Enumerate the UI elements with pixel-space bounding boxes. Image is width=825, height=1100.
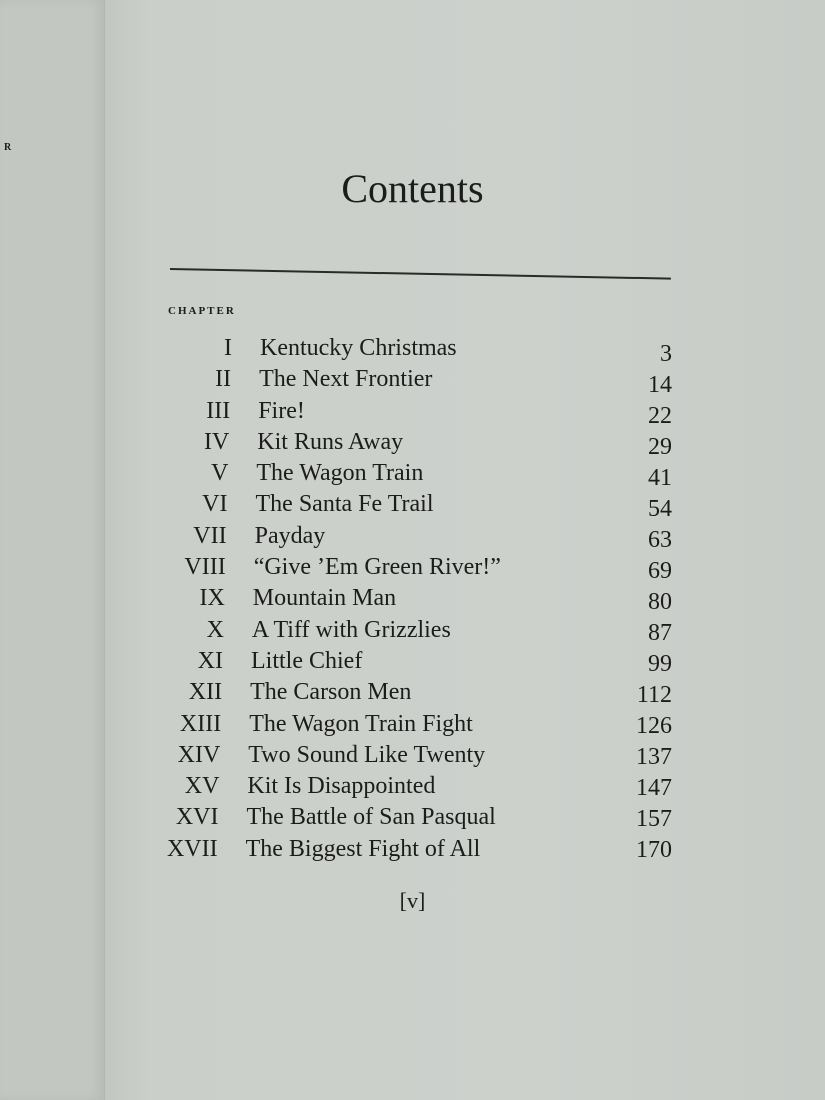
- chapter-title: Kentucky Christmas: [260, 335, 457, 361]
- toc-entry: [0, 521, 825, 552]
- chapter-number: VII: [193, 522, 227, 549]
- chapter-number: X: [206, 616, 224, 643]
- chapter-number: XV: [184, 773, 220, 800]
- toc-entry: [0, 458, 825, 489]
- chapter-page: 170: [636, 836, 672, 863]
- toc-entry: [0, 552, 825, 583]
- chapter-number: XII: [188, 679, 223, 706]
- toc-entry: [0, 364, 825, 398]
- toc-entry: [0, 615, 825, 646]
- chapter-page: 126: [636, 712, 672, 739]
- chapter-title: Two Sound Like Twenty: [248, 741, 486, 768]
- toc-entry: [0, 709, 825, 740]
- chapter-column-label: CHAPTER: [168, 305, 236, 317]
- chapter-page: 63: [648, 526, 672, 553]
- chapter-title: Kit Runs Away: [257, 428, 404, 455]
- chapter-page: 112: [636, 681, 672, 708]
- chapter-page: 157: [636, 805, 672, 832]
- toc-entry: [0, 646, 825, 677]
- chapter-page: 147: [636, 774, 672, 801]
- chapter-title: Little Chief: [251, 647, 363, 674]
- page-title: [0, 165, 825, 212]
- toc-entry: [0, 396, 825, 427]
- page-title-text: Contents: [341, 166, 484, 211]
- chapter-number: VIII: [184, 554, 226, 581]
- chapter-number: VI: [202, 491, 228, 518]
- chapter-number: XIII: [179, 710, 222, 737]
- chapter-title: The Next Frontier: [259, 366, 433, 393]
- folio-text: [v]: [399, 888, 426, 913]
- chapter-page: 29: [648, 433, 672, 460]
- facing-page-mark: R: [4, 142, 12, 153]
- chapter-title: The Wagon Train: [256, 460, 424, 487]
- toc-entry: [0, 834, 825, 865]
- chapter-title: Payday: [254, 522, 326, 549]
- chapter-number: XI: [197, 647, 223, 674]
- chapter-title: The Biggest Fight of All: [245, 835, 481, 862]
- chapter-page: 41: [648, 464, 672, 491]
- chapter-number: XVII: [166, 835, 218, 862]
- toc-entry: [0, 771, 825, 802]
- chapter-title: “Give ’Em Green River!”: [253, 554, 501, 581]
- toc-entry: [0, 489, 825, 520]
- page-folio: [0, 888, 825, 914]
- chapter-page: 80: [648, 588, 672, 615]
- chapter-number: II: [215, 366, 232, 393]
- chapter-page: 22: [648, 402, 672, 429]
- chapter-number: I: [224, 335, 232, 361]
- chapter-title: Kit Is Disappointed: [247, 773, 436, 800]
- chapter-page: 54: [648, 495, 672, 522]
- chapter-title: A Tiff with Grizzlies: [251, 616, 451, 643]
- chapter-page: 69: [648, 557, 672, 584]
- chapter-page: 14: [648, 371, 672, 398]
- toc-entry: [0, 427, 825, 458]
- chapter-page: 87: [648, 619, 672, 646]
- chapter-title: The Wagon Train Fight: [249, 710, 473, 737]
- chapter-number: IV: [203, 428, 230, 455]
- toc-entry: [0, 802, 825, 833]
- chapter-number: XIV: [177, 741, 221, 768]
- toc-entry: [0, 583, 825, 614]
- chapter-number: IX: [199, 585, 225, 612]
- chapter-title: Fire!: [258, 397, 305, 424]
- toc-entry: [0, 333, 825, 367]
- toc-entry: [0, 677, 825, 708]
- table-of-contents: [0, 333, 825, 865]
- chapter-page: 3: [660, 341, 672, 367]
- chapter-number: III: [206, 397, 231, 424]
- chapter-title: The Battle of San Pasqual: [246, 804, 496, 831]
- chapter-page: 99: [648, 650, 672, 677]
- chapter-title: The Santa Fe Trail: [255, 491, 434, 518]
- chapter-title: Mountain Man: [252, 585, 397, 612]
- chapter-title: The Carson Men: [250, 679, 412, 706]
- chapter-number: V: [211, 460, 229, 487]
- chapter-page: 137: [636, 743, 672, 770]
- chapter-number: XVI: [175, 804, 219, 831]
- toc-entry: [0, 740, 825, 771]
